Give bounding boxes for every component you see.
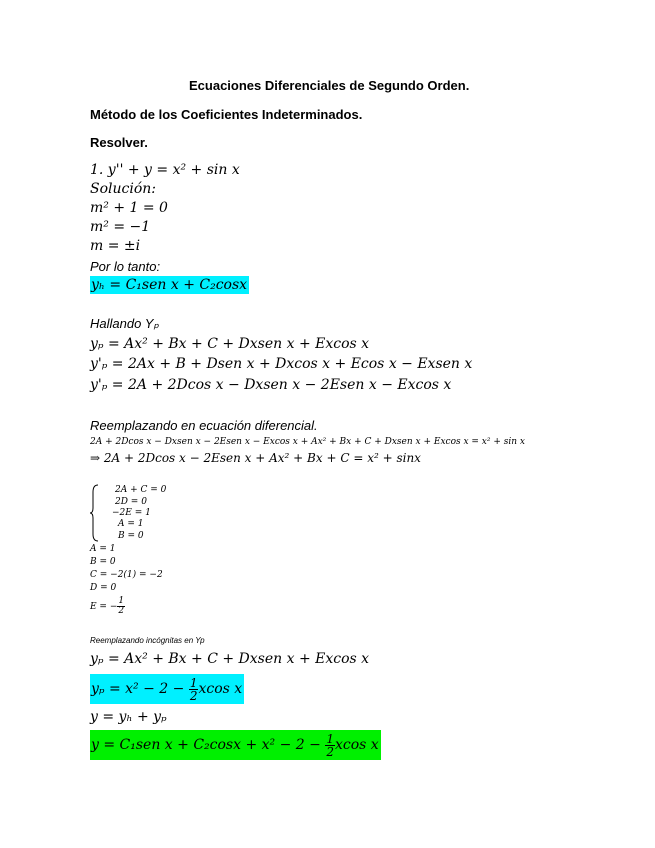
general-solution bbox=[90, 730, 381, 760]
solution-e-fraction bbox=[117, 597, 125, 616]
general-solution-suffix: xcos x bbox=[334, 737, 379, 753]
yp-second-derivative: y'ₚ = 2A + 2Dcos x − Dxsen x − 2Esen x − Excos x bbox=[90, 377, 452, 393]
characteristic-eq-1: m² + 1 = 0 bbox=[90, 200, 168, 216]
solution-b: B = 0 bbox=[90, 557, 116, 567]
hallando-label: Hallando Yₚ bbox=[90, 316, 159, 331]
solution-e bbox=[90, 597, 125, 616]
method-heading: Método de los Coeficientes Indeterminados. bbox=[90, 107, 363, 122]
particular-solution-numerator: 1 bbox=[189, 675, 198, 690]
solution-e-numerator: 1 bbox=[118, 596, 125, 606]
system-brace bbox=[90, 484, 100, 542]
characteristic-eq-2: m² = −1 bbox=[90, 219, 151, 235]
final-label: Reemplazando incógnitas en Yp bbox=[90, 636, 205, 645]
yp-first-derivative: y'ₚ = 2Ax + B + Dsen x + Dxcos x + Ecos x − Exsen x bbox=[90, 356, 473, 372]
general-solution-denominator: 2 bbox=[326, 744, 334, 759]
general-solution-prefix: y = C₁sen x + C₂cosx + x² − 2 − bbox=[91, 737, 326, 753]
particular-solution-suffix-text: xcos x bbox=[198, 681, 243, 697]
solution-e-prefix: E = − bbox=[90, 602, 118, 612]
general-solution-numerator: 1 bbox=[326, 731, 334, 746]
solucion-label: Solución: bbox=[90, 181, 156, 197]
reemplazo-label: Reemplazando en ecuación diferencial. bbox=[90, 418, 318, 433]
resolver-heading: Resolver. bbox=[90, 135, 148, 150]
solution-c: C = −2(1) = −2 bbox=[90, 570, 163, 580]
page-title: Ecuaciones Diferenciales de Segundo Orden. bbox=[189, 78, 470, 93]
system-eq-3: −2E = 1 bbox=[112, 508, 151, 518]
solution-d: D = 0 bbox=[90, 583, 117, 593]
particular-solution-prefix: yₚ = x² − 2 − bbox=[91, 681, 189, 697]
characteristic-roots: m = ±i bbox=[90, 238, 141, 254]
substitution-line: 2A + 2Dcos x − Dxsen x − 2Esen x − Excos x + Ax² + Bx + C + Dxsen x + Excos x = x² + sin x bbox=[90, 437, 525, 447]
solution-a: A = 1 bbox=[90, 544, 116, 554]
final-yp-expression: yₚ = Ax² + Bx + C + Dxsen x + Excos x bbox=[90, 651, 370, 667]
problem-equation: 1. y'' + y = x² + sin x bbox=[90, 162, 240, 178]
system-eq-1: 2A + C = 0 bbox=[115, 485, 167, 495]
system-eq-2: 2D = 0 bbox=[115, 497, 147, 507]
general-solution-fraction bbox=[325, 733, 335, 758]
system-eq-5: B = 0 bbox=[118, 531, 144, 541]
general-solution-sum: y = yₕ + yₚ bbox=[90, 709, 167, 725]
solution-e-denominator: 2 bbox=[118, 606, 125, 616]
system-eq-4: A = 1 bbox=[118, 519, 144, 529]
por-lo-tanto-label: Por lo tanto: bbox=[90, 259, 161, 274]
homogeneous-solution: yₕ = C₁sen x + C₂cosx bbox=[91, 277, 248, 293]
particular-solution-denominator: 2 bbox=[189, 688, 198, 703]
particular-solution bbox=[90, 674, 244, 704]
simplified-line: ⇒ 2A + 2Dcos x − 2Esen x + Ax² + Bx + C = x² + sinx bbox=[90, 451, 421, 465]
yp-expression: yₚ = Ax² + Bx + C + Dxsen x + Excos x bbox=[90, 336, 370, 352]
